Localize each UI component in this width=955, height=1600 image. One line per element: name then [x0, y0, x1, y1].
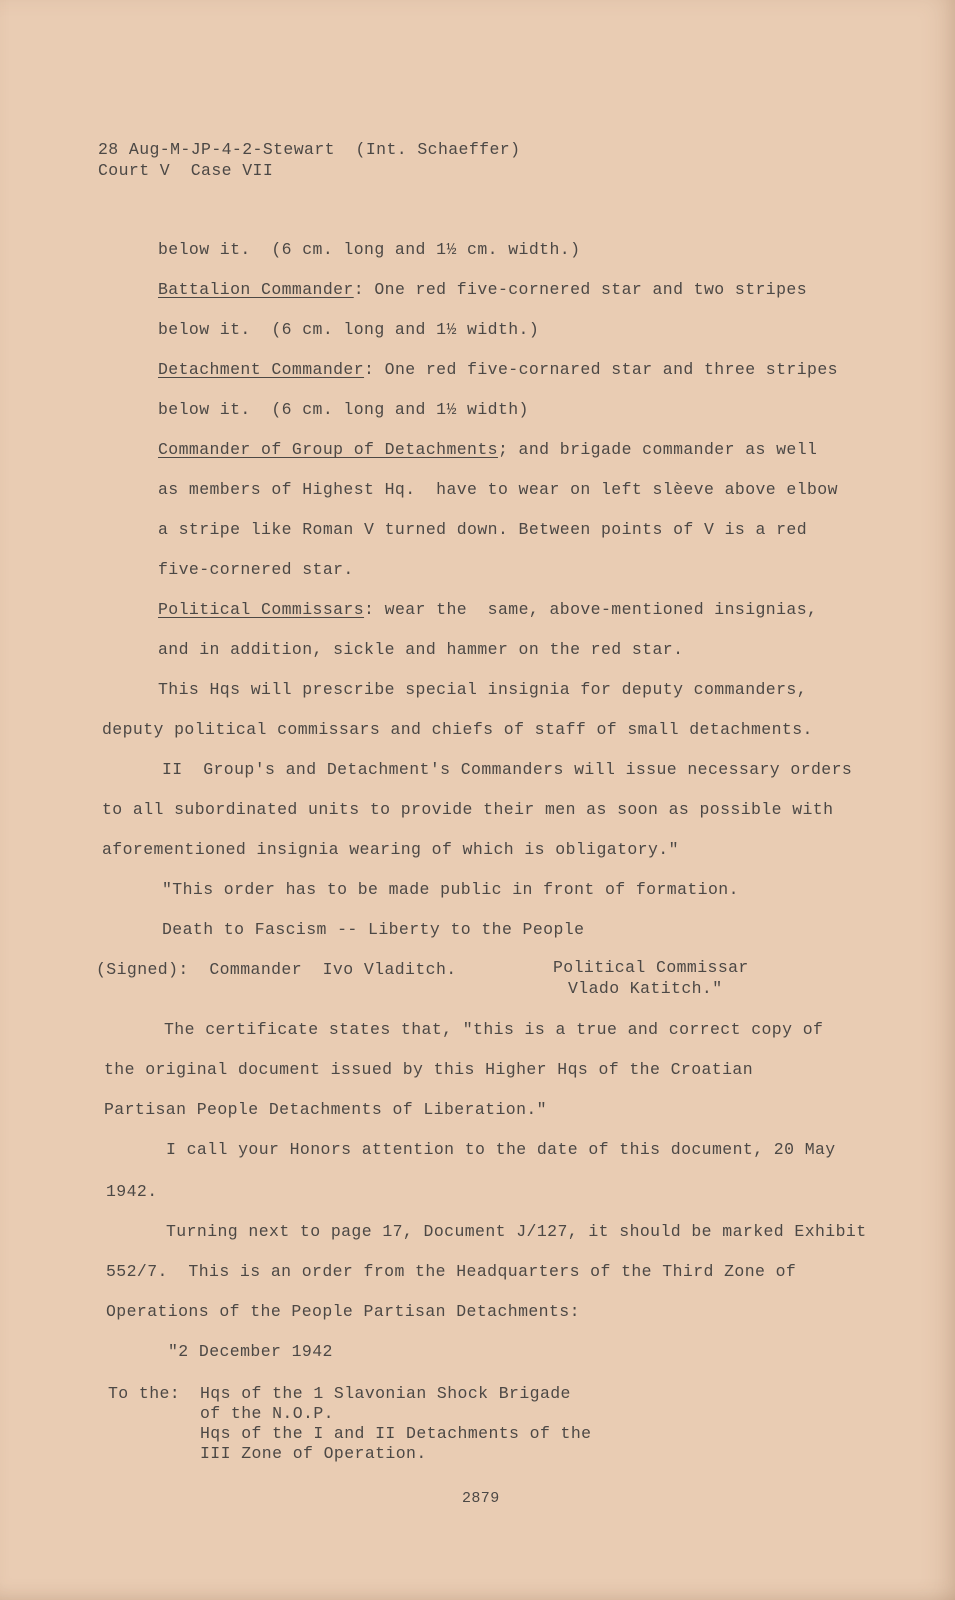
text-line: aforementioned insignia wearing of which is obligatory." [102, 840, 679, 859]
text-line: II Group's and Detachment's Commanders will issue necessary orders [162, 760, 853, 779]
text-line: Operations of the People Partisan Detachments: [106, 1302, 580, 1321]
text-line: as members of Highest Hq. have to wear on left slèeve above elbow [158, 480, 838, 499]
signature-right-name: Vlado Katitch." [568, 979, 723, 998]
header-line-1: 28 Aug-M-JP-4-2-Stewart (Int. Schaeffer) [98, 140, 521, 159]
text-line: The certificate states that, "this is a true and correct copy of [164, 1020, 824, 1039]
text-line: Turning next to page 17, Document J/127, it should be marked Exhibit [166, 1222, 867, 1241]
text-line: deputy political commissars and chiefs of staff of small detachments. [102, 720, 813, 739]
addressee-line: III Zone of Operation. [200, 1444, 427, 1463]
header-line-2: Court V Case VII [98, 161, 274, 180]
rank-label: Detachment Commander [158, 360, 365, 379]
text-line: Commander of Group of Detachments; and brigade commander as well [158, 440, 818, 459]
text-line: This Hqs will prescribe special insignia for deputy commanders, [158, 680, 808, 699]
text-line: 1942. [106, 1182, 158, 1201]
addressee-line: of the N.O.P. [200, 1404, 334, 1423]
text-line: below it. (6 cm. long and 1½ width) [158, 400, 529, 419]
text-line: Battalion Commander: One red five-cornered star and two stripes [158, 280, 808, 299]
text-line: below it. (6 cm. long and 1½ cm. width.) [158, 240, 581, 259]
text-line: Partisan People Detachments of Liberation." [104, 1100, 547, 1119]
text-line: the original document issued by this Higher Hqs of the Croatian [104, 1060, 754, 1079]
text-line: Detachment Commander: One red five-cornared star and three stripes [158, 360, 838, 379]
addressee-label: To the: [108, 1384, 181, 1403]
text-line: Political Commissars: wear the same, above-mentioned insignias, [158, 600, 818, 619]
addressee-line: Hqs of the I and II Detachments of the [200, 1424, 592, 1443]
rank-label: Battalion Commander [158, 280, 354, 299]
signature-left: (Signed): Commander Ivo Vladitch. [96, 960, 457, 979]
text-line: "2 December 1942 [168, 1342, 333, 1361]
rank-label: Political Commissars [158, 600, 365, 619]
text-line: "This order has to be made public in front of formation. [162, 880, 739, 899]
text-line: I call your Honors attention to the date of this document, 20 May [166, 1140, 836, 1159]
text-line: 552/7. This is an order from the Headquarters of the Third Zone of [106, 1262, 797, 1281]
rank-label: Commander of Group of Detachments [158, 440, 498, 459]
page-number: 2879 [462, 1490, 500, 1507]
text-line: and in addition, sickle and hammer on the red star. [158, 640, 684, 659]
text-line: Death to Fascism -- Liberty to the People [162, 920, 585, 939]
text-line: to all subordinated units to provide their men as soon as possible with [102, 800, 834, 819]
text-line: five-cornered star. [158, 560, 354, 579]
signature-right-title: Political Commissar [553, 958, 749, 977]
text-line: a stripe like Roman V turned down. Between points of V is a red [158, 520, 808, 539]
text-line: below it. (6 cm. long and 1½ width.) [158, 320, 540, 339]
addressee-line: Hqs of the 1 Slavonian Shock Brigade [200, 1384, 571, 1403]
